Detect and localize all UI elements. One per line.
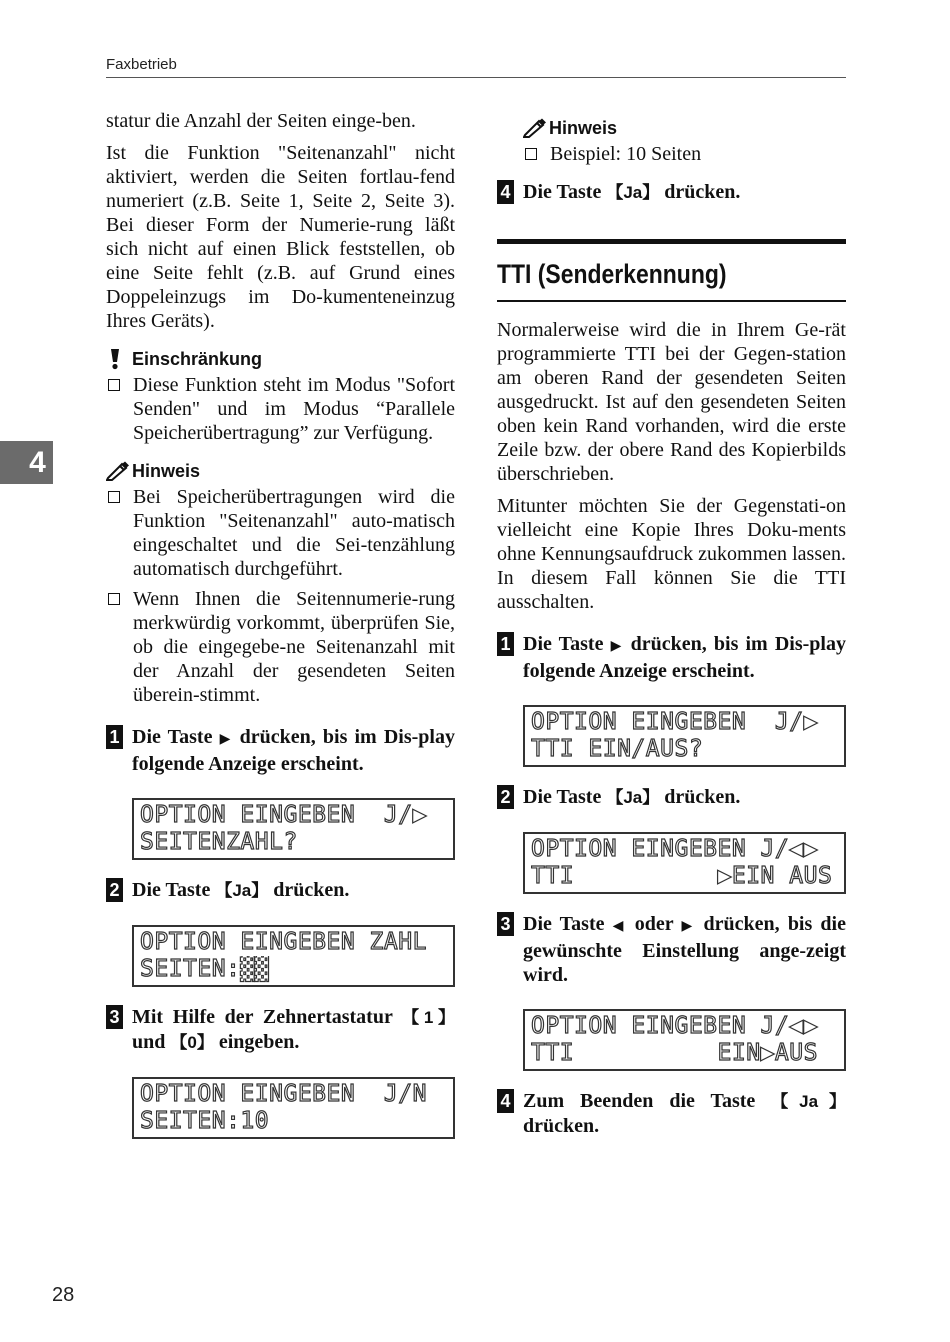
right-arrow-icon: ▶ bbox=[219, 732, 233, 747]
left-column bbox=[106, 109, 455, 1139]
lcd-line: OPTION EINGEBEN J/◀▶ bbox=[531, 1013, 818, 1039]
header-rule bbox=[106, 77, 846, 78]
step-2 bbox=[497, 785, 846, 810]
lcd-line: SEITEN:10 bbox=[140, 1108, 270, 1134]
paragraph: Ist die Funktion "Seitenanzahl" nicht aktiviert, werden die Seiten fortlau-fend numeriert (z.B. Seite 1, Seite 2, Seite 3). Bei dieser Form der Numerie-rung läßt sich nicht auf einen Blick feststellen, ob eine Seite fehlt (z.B. auf Grund eines Doppeleinzugs im Do-kumenteneinzug Ihres Geräts). bbox=[106, 142, 455, 332]
restriction-title: Einschränkung bbox=[132, 349, 263, 369]
checkbox-bullet-icon bbox=[525, 148, 537, 160]
step-text: Mit Hilfe der Zehnertastatur 【1】 und 【0】 eingeben. bbox=[132, 1006, 455, 1053]
page-number: 28 bbox=[52, 1284, 75, 1306]
step-number: 4 bbox=[497, 1089, 514, 1113]
step-text: Die Taste 【Ja】 drücken. bbox=[523, 181, 741, 203]
note-item bbox=[106, 485, 455, 581]
chapter-tab: 4 bbox=[0, 441, 53, 484]
restriction-item bbox=[106, 373, 455, 445]
step-text: Die Taste 【Ja】 drücken. bbox=[523, 786, 741, 808]
right-column bbox=[497, 116, 846, 1138]
section-rule bbox=[497, 239, 846, 244]
checkbox-bullet-icon bbox=[108, 593, 120, 605]
step-text: Zum Beenden die Taste 【Ja】 drücken. bbox=[523, 1090, 846, 1137]
section-title: TTI (Senderkennung) bbox=[497, 259, 727, 289]
step-number: 2 bbox=[106, 878, 123, 902]
step-1 bbox=[497, 632, 846, 683]
step-number: 2 bbox=[497, 785, 514, 809]
right-arrow-icon: ▶ bbox=[610, 639, 624, 654]
step-2 bbox=[106, 878, 455, 903]
lcd-line: OPTION EINGEBEN J/▶ bbox=[140, 802, 427, 828]
key-label: 【Ja】 bbox=[215, 881, 269, 900]
key-label: 【0】 bbox=[170, 1033, 214, 1052]
note-item-text: Wenn Ihnen die Seitennumerie-rung merkwürdig vorkommt, überprüfen Sie, ob die eingegebe-ne Seitenanzahl mit der Anzahl der gesendeten Seiten überein-stimmt. bbox=[133, 588, 455, 706]
step-number: 4 bbox=[497, 180, 514, 204]
restriction-item-text: Diese Funktion steht im Modus "Sofort Senden" und im Modus “Parallele Speicherübertragung” zur Verfügung. bbox=[133, 374, 455, 444]
lcd-line: SEITENZAHL? bbox=[140, 829, 298, 855]
lcd-display bbox=[523, 1009, 846, 1071]
step-number: 1 bbox=[106, 725, 123, 749]
note-title: Hinweis bbox=[132, 461, 201, 481]
running-header: Faxbetrieb bbox=[106, 56, 177, 73]
section-rule bbox=[497, 300, 846, 302]
key-label: 【Ja】 bbox=[606, 183, 660, 202]
note-heading bbox=[106, 459, 455, 483]
pencil-icon bbox=[523, 117, 547, 139]
step-1 bbox=[106, 725, 455, 776]
note-item bbox=[523, 142, 846, 166]
left-arrow-icon: ◀ bbox=[612, 919, 627, 934]
lcd-line: TTI EIN/AUS? bbox=[531, 736, 704, 762]
note-heading bbox=[523, 116, 846, 140]
paragraph: Normalerweise wird die in Ihrem Ge-rät programmierte TTI bei der Gegen-station am oberen Rand der gesendeten Seiten ausgedruckt. Ist auf den gesendeten Seiten oben kein Rand vorhanden, wird die erste Zeile bzw. der obere Rand des Kopierbilds überschrieben. bbox=[497, 319, 846, 485]
step-number: 1 bbox=[497, 632, 514, 656]
right-arrow-icon: ▶ bbox=[681, 919, 696, 934]
key-label: 【1】 bbox=[402, 1008, 455, 1027]
lcd-line: TTI ▶EIN AUS bbox=[531, 863, 833, 889]
paragraph: statur die Anzahl der Seiten einge-ben. bbox=[106, 110, 416, 132]
pencil-icon bbox=[106, 460, 130, 482]
lcd-display bbox=[132, 1077, 455, 1139]
lcd-line: OPTION EINGEBEN J/▶ bbox=[531, 709, 818, 735]
lcd-display bbox=[132, 925, 455, 987]
lcd-line: SEITEN:▓▓ bbox=[140, 956, 270, 982]
key-label: 【Ja】 bbox=[606, 788, 660, 807]
step-3 bbox=[106, 1005, 455, 1055]
restriction-heading bbox=[106, 347, 455, 371]
exclamation-icon bbox=[106, 348, 130, 370]
checkbox-bullet-icon bbox=[108, 491, 120, 503]
note-item-text: Bei Speicherübertragungen wird die Funktion "Seitenanzahl" auto-matisch eingeschaltet und die Sei-tenzählung automatisch durchgeführt. bbox=[133, 486, 455, 580]
note-title: Hinweis bbox=[549, 118, 618, 138]
step-text: Die Taste 【Ja】 drücken. bbox=[132, 879, 350, 901]
checkbox-bullet-icon bbox=[108, 379, 120, 391]
lcd-line: OPTION EINGEBEN J/◀▶ bbox=[531, 836, 818, 862]
step-text: Die Taste ▶ drücken, bis im Dis-play folgende Anzeige erscheint. bbox=[523, 633, 846, 682]
note-item bbox=[106, 587, 455, 707]
step-text: Die Taste ▶ drücken, bis im Dis-play folgende Anzeige erscheint. bbox=[132, 726, 455, 775]
note-item-text: Beispiel: 10 Seiten bbox=[550, 143, 702, 165]
step-number: 3 bbox=[497, 912, 514, 936]
paragraph: Mitunter möchten Sie der Gegenstati-on vielleicht eine Kopie Ihres Doku-ments ohne Kennungsaufdruck zukommen lassen. In diesem Fall können Sie die TTI ausschalten. bbox=[497, 495, 846, 613]
lcd-line: OPTION EINGEBEN ZAHL bbox=[140, 929, 427, 955]
lcd-display bbox=[523, 832, 846, 894]
lcd-line: OPTION EINGEBEN J/N bbox=[140, 1081, 427, 1107]
lcd-display bbox=[132, 798, 455, 860]
lcd-line: TTI EIN▶AUS bbox=[531, 1040, 818, 1066]
step-4 bbox=[497, 180, 846, 205]
step-3 bbox=[497, 912, 846, 987]
lcd-display bbox=[523, 705, 846, 767]
step-4 bbox=[497, 1089, 846, 1138]
step-text: Die Taste ◀ oder ▶ drücken, bis die gewünschte Einstellung ange-zeigt wird. bbox=[523, 913, 846, 986]
step-number: 3 bbox=[106, 1005, 123, 1029]
key-label: 【Ja】 bbox=[771, 1092, 846, 1111]
